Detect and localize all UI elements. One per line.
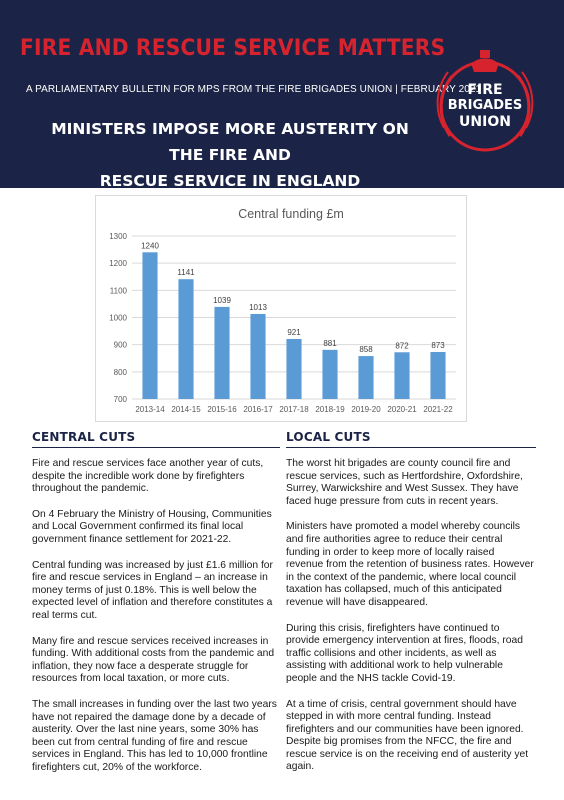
chart-title: Central funding £m — [238, 207, 344, 221]
bar — [394, 352, 409, 399]
data-label: 1013 — [249, 302, 267, 312]
bulletin-title: FIRE AND RESCUE SERVICE MATTERS — [20, 36, 446, 61]
column-central-cuts — [32, 458, 280, 787]
x-tick-label: 2015-16 — [207, 405, 237, 414]
x-tick-label: 2020-21 — [387, 405, 417, 414]
data-label: 881 — [323, 338, 337, 348]
bar — [178, 279, 193, 399]
logo-line-2: BRIGADES — [447, 98, 523, 113]
data-label: 1039 — [213, 295, 231, 305]
logo-wordmark — [430, 82, 540, 130]
right-paragraph-2: Ministers have promoted a model whereby councils and fire authorities agree to reduce their central funding in order to keep more of locally raised revenue from the retention of business rates. However in the context of the pandemic, where local council taxation has collapsed, much of this anticipated revenue will have disappeared. — [286, 521, 534, 608]
headline-line-1: MINISTERS IMPOSE MORE AUSTERITY ON THE FIRE AND — [51, 120, 409, 164]
bar — [322, 350, 337, 399]
heading-central-cuts: CENTRAL CUTS — [32, 430, 136, 444]
y-tick-label: 1200 — [109, 259, 127, 269]
bulletin-subtitle: A PARLIAMENTARY BULLETIN FOR MPS FROM THE FIRE BRIGADES UNION | FEBRUARY 2021 — [26, 84, 482, 95]
divider-left — [32, 447, 280, 448]
logo-line-1: FIRE — [467, 82, 503, 98]
headline — [40, 116, 420, 194]
y-tick-label: 700 — [113, 395, 127, 404]
divider-right — [286, 447, 536, 448]
left-paragraph-4: Many fire and rescue services received increases in funding. With additional costs from the pandemic and inflation, they now face a desperate struggle for resources from local taxation, or more cuts. — [32, 635, 275, 685]
x-tick-label: 2018-19 — [315, 405, 345, 414]
x-tick-label: 2017-18 — [279, 405, 309, 414]
y-tick-label: 800 — [113, 367, 127, 377]
bar — [430, 352, 445, 399]
logo-line-3: UNION — [459, 114, 511, 130]
data-label: 1240 — [141, 241, 159, 251]
y-tick-label: 1100 — [109, 286, 127, 296]
bar — [250, 314, 265, 399]
x-tick-label: 2016-17 — [243, 405, 273, 414]
data-label: 1141 — [177, 268, 195, 278]
left-paragraph-1: Fire and rescue services face another year of cuts, despite the incredible work done by firefighters throughout the pandemic. — [32, 458, 264, 495]
left-paragraph-3: Central funding was increased by just £1.6 million for fire and rescue services in England – an increase in money terms of just 0.18%. This is well below the expected level of inflation and therefore constitutes a real terms cut. — [32, 559, 273, 621]
y-tick-label: 900 — [113, 340, 127, 350]
chart-svg — [96, 196, 466, 421]
x-tick-label: 2021-22 — [423, 405, 453, 414]
data-label: 873 — [431, 341, 445, 351]
y-tick-label: 1300 — [109, 232, 127, 241]
right-paragraph-3: During this crisis, firefighters have continued to provide emergency intervention at fires, floods, road traffic collisions and other incidents, as well as assisting with additional work to help vulnerable people and the NHS tackle Covid-19. — [286, 622, 523, 684]
x-tick-label: 2019-20 — [351, 405, 381, 414]
data-label: 921 — [287, 327, 301, 337]
y-tick-label: 1000 — [109, 313, 127, 323]
column-local-cuts — [286, 458, 534, 787]
heading-local-cuts: LOCAL CUTS — [286, 430, 371, 444]
central-funding-chart — [95, 195, 467, 422]
right-paragraph-4: At a time of crisis, central government should have stepped in with more central funding. Instead firefighters and our communities have been ignored. Despite big promises from the NFCC, the fire and rescue service is on the receiving end of austerity yet again. — [286, 698, 529, 773]
bar — [286, 339, 301, 399]
left-paragraph-2: On 4 February the Ministry of Housing, Communities and Local Government confirmed its final local government finance settlement for 2021-22. — [32, 508, 272, 545]
right-paragraph-1: The worst hit brigades are county council fire and rescue services, such as Hertfordshire, Oxfordshire, Surrey, Warwickshire and West Sussex. They have faced huge pressure from cuts in recent years. — [286, 458, 523, 507]
left-paragraph-5: The small increases in funding over the last two years have not repaired the damage done by a decade of austerity. Over the last nine years, some 30% has been cut from central funding of fire and rescue services in England. This has led to 10,000 frontline firefighters cut, 20% of the workforce. — [32, 698, 277, 773]
bar — [142, 252, 157, 399]
data-label: 858 — [359, 345, 373, 355]
x-tick-label: 2014-15 — [171, 405, 201, 414]
bar — [358, 356, 373, 399]
x-tick-label: 2013-14 — [135, 405, 165, 414]
headline-line-2: RESCUE SERVICE IN ENGLAND — [99, 172, 361, 190]
bar — [214, 307, 229, 399]
data-label: 872 — [395, 341, 409, 351]
